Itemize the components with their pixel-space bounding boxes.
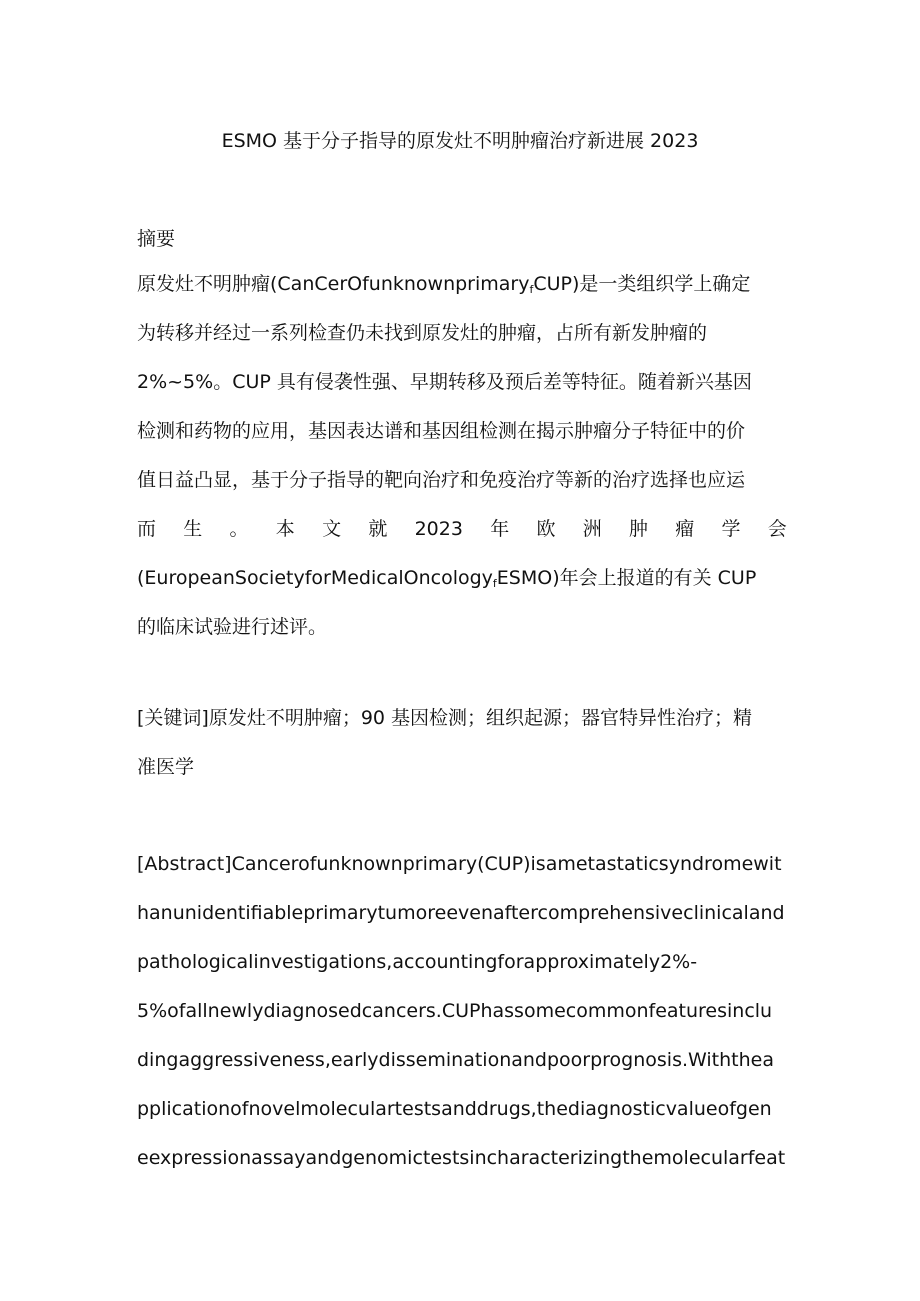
summary-line-6: 而 生 。 本 文 就 2023 年 欧 洲 肿 瘤 学 会 bbox=[137, 518, 787, 540]
abstract-paragraph bbox=[137, 840, 787, 1183]
summary-line-5: 值日益凸显，基于分子指导的靶向治疗和免疫治疗等新的治疗选择也应运 bbox=[137, 469, 746, 491]
summary-line-2: 为转移并经过一系列检查仍未找到原发灶的肿瘤，占所有新发肿瘤的 bbox=[137, 322, 708, 344]
abstract-line-6: pplicationofnovelmoleculartestsanddrugs,thediagnosticvalueofgen bbox=[137, 1098, 772, 1120]
abstract-line-3: pathologicalinvestigations,accountingforapproximately2%- bbox=[137, 951, 698, 973]
summary-line-7: (EuropeanSocietyforMedicalOncology$_f$ESMO)年会上报道的有关 CUP bbox=[137, 567, 757, 590]
summary-paragraph bbox=[137, 260, 787, 652]
abstract-line-7: eexpressionassayandgenomictestsincharacterizingthemolecularfeat bbox=[137, 1147, 786, 1169]
summary-line-3: 2%~5%。CUP 具有侵袭性强、早期转移及预后差等特征。随着新兴基因 bbox=[137, 371, 752, 393]
keywords-line-1: [关键词]原发灶不明肿瘤；90 基因检测；组织起源；器官特异性治疗；精 bbox=[137, 707, 753, 729]
summary-line-4: 检测和药物的应用，基因表达谱和基因组检测在揭示肿瘤分子特征中的价 bbox=[137, 420, 746, 442]
abstract-line-5: dingaggressiveness,earlydisseminationandpoorprognosis.Withthea bbox=[137, 1049, 774, 1071]
abstract-line-1: [Abstract]Cancerofunknownprimary(CUP)isametastaticsyndromewit bbox=[137, 853, 782, 875]
keywords-line-2: 准医学 bbox=[137, 756, 195, 778]
document-title: ESMO 基于分子指导的原发灶不明肿瘤治疗新进展 2023 bbox=[221, 130, 699, 152]
keywords-paragraph bbox=[137, 694, 787, 792]
summary-line-8: 的临床试验进行述评。 bbox=[137, 616, 328, 638]
abstract-line-2: hanunidentifiableprimarytumoreevenaftercomprehensiveclinicaland bbox=[137, 902, 785, 924]
abstract-line-4: 5%ofallnewlydiagnosedcancers.CUPhassomecommonfeaturesinclu bbox=[137, 1000, 773, 1022]
summary-line-1: 原发灶不明肿瘤(CanCerOfunknownprimary$_f$CUP)是一类组织学上确定 bbox=[137, 273, 751, 296]
summary-heading: 摘要 bbox=[137, 228, 176, 250]
